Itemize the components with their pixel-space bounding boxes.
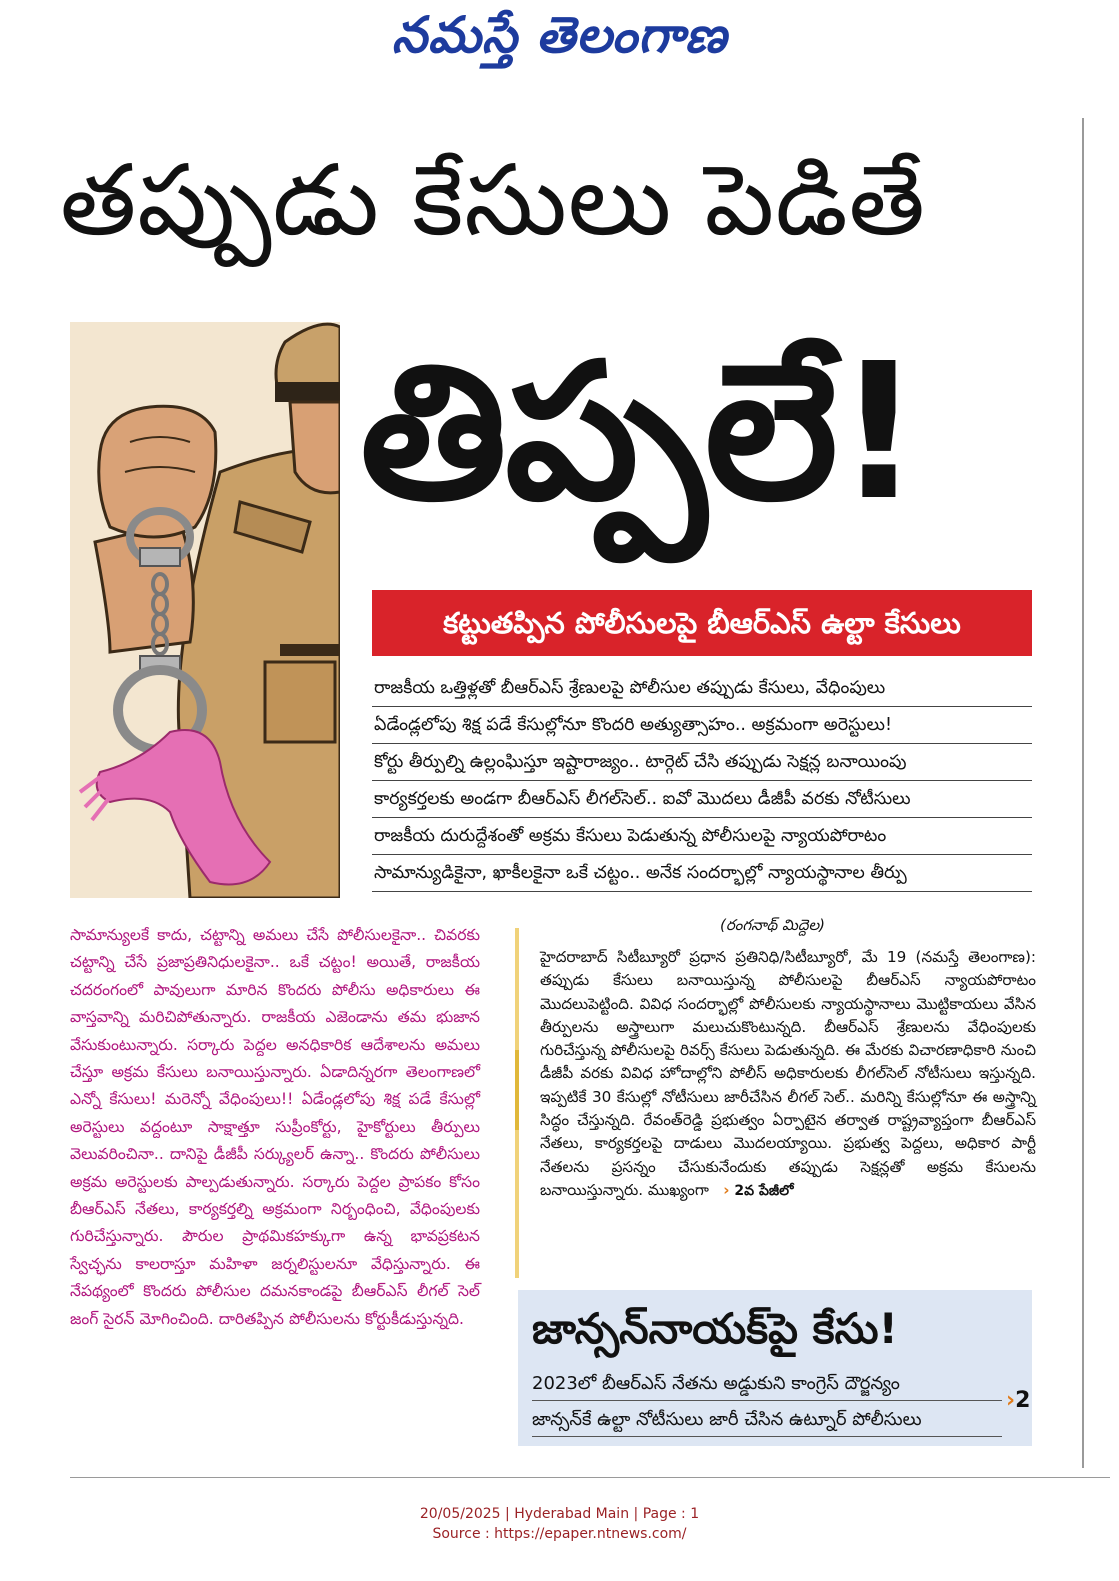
highlight-item: రాజకీయ ఒత్తిళ్లతో బీఆర్ఎస్ శ్రేణులపై పోలీసుల తప్పుడు కేసులు, వేధింపులు xyxy=(372,670,1032,707)
footer-source-link[interactable]: Source : https://epaper.ntnews.com/ xyxy=(432,1526,687,1542)
subheadline-banner: కట్టుతప్పిన పోలీసులపై బీఆర్ఎస్ ఉల్టా కేసులు xyxy=(372,590,1032,656)
intro-column xyxy=(70,922,480,1333)
page-number: 2 xyxy=(1015,1388,1031,1413)
article-text: హైదరాబాద్ సిటీబ్యూరో ప్రధాన ప్రతినిధి/సిటీబ్యూరో, మే 19 (నమస్తే తెలంగాణ): తప్పుడు కేసులు బనాయిస్తున్న పోలీసులపై బీఆర్ఎస్ న్యాయపోరాటం మొదలుపెట్టింది. వివిధ సందర్భాల్లో పోలీసులకు న్యాయస్థానాలు మొట్టికాయలు వేసిన తీర్పులను అస్త్రాలుగా మలుచుకొంటున్నది. బీఆర్ఎస్ శ్రేణులను వేధింపులకు గురిచేస్తున్న పోలీసులపై రివర్స్ కేసులు పెడుతున్నది. ఈ మేరకు విచారణాధికారి నుంచి డీజీపీ వరకు వివిధ హోదాల్లోని పోలీస్ అధికారులకు లీగల్‌సెల్ నోటీసులు ఇస్తున్నది. ఇప్పటికే 30 కేసుల్లో నోటీసులు జారీచేసిన లీగల్ సెల్.. మరిన్ని కేసుల్లోనూ ఈ అస్త్రాన్ని సిద్ధం చేస్తున్నది. రేవంత్‌రెడ్డి ప్రభుత్వం ఏర్పాటైన తర్వాత రాష్ట్రవ్యాప్తంగా బీఆర్ఎస్ నేతలు, కార్యకర్తలపై దాడులు మొదలయ్యాయి. ప్రభుత్వ పెద్దలు, అధికార పార్టీ నేతలను ప్రసన్నం చేసుకునేందుకు తప్పుడు సెక్షన్లతో అక్రమ కేసులను బనాయిస్తున్నారు. ముఖ్యంగా xyxy=(540,948,1036,1199)
chevron-right-icon: › xyxy=(1006,1388,1016,1413)
related-story-title: జాన్సన్‌నాయక్‌పై కేసు! xyxy=(532,1304,898,1353)
headline-line-1: తప్పుడు కేసులు పెడితే xyxy=(60,144,926,258)
masthead xyxy=(0,6,1119,77)
highlight-item: కోర్టు తీర్పుల్ని ఉల్లంఘిస్తూ ఇష్టారాజ్యం.. టార్గెట్ చేసి తప్పుడు సెక్షన్ల బనాయింపు xyxy=(372,744,1032,781)
intro-paragraph: సామాన్యులకే కాదు, చట్టాన్ని అమలు చేసే పోలీసులకైనా.. చివరకు చట్టాన్ని చేసే ప్రజాప్రతినిధులకైనా.. ఒకే చట్టం! అయితే, రాజకీయ చదరంగంలో పావులుగా మారిన కొందరు పోలీసు అధికారులు ఈ వాస్తవాన్ని మరిచిపోతున్నారు. రాజకీయ ఎజెండాను తమ భుజాన వేసుకుంటున్నారు. సర్కారు పెద్దల అనధికారిక ఆదేశాలను అమలు చేస్తూ అక్రమ కేసులు బనాయిస్తున్నారు. ఏడాదిన్నరగా తెలంగాణలో ఎన్నో కేసులు! మరెన్నో వేధింపులు!! ఏడేండ్లలోపు శిక్ష పడే కేసుల్లో అరెస్టులు వద్దంటూ సాక్షాత్తూ సుప్రీంకోర్టు, హైకోర్టులు తీర్పులు వెలువరించినా.. దానిపై డీజీపీ సర్క్యులర్ ఉన్నా.. కొందరు పోలీసులు అక్రమ అరెస్టులకు పాల్పడుతున్నారు. సర్కారు పెద్దల ప్రాపకం కోసం బీఆర్ఎస్ నేతలు, కార్యకర్తల్ని అక్రమంగా నిర్బంధించి, వేధింపులకు గురిచేస్తున్నారు. పౌరుల ప్రాథమికహక్కుగా ఉన్న భావప్రకటన స్వేచ్ఛను కాలరాస్తూ మహిళా జర్నలిస్టులనూ వేధిస్తున్నారు. ఈ నేపథ్యంలో కొందరు పోలీసుల దమనకాండపై బీఆర్ఎస్ లీగల్ సెల్ జంగ్ సైరన్ మోగించింది. దారితప్పిన పోలీసులను కోర్టుకీడుస్తున్నది. xyxy=(70,926,480,1328)
police-handcuffs-image xyxy=(70,322,340,898)
headline-line-2: తిప్పలే! xyxy=(360,323,920,542)
column-divider xyxy=(1082,118,1084,1468)
highlight-item: ఏడేండ్లలోపు శిక్ష పడే కేసుల్లోనూ కొందరి అత్యుత్సాహం.. అక్రమంగా అరెస్టులు! xyxy=(372,707,1032,744)
related-story-page-ref[interactable] xyxy=(1006,1388,1030,1413)
continued-arrow-icon: › xyxy=(723,1180,730,1199)
highlight-list xyxy=(372,670,1032,892)
page-footer xyxy=(0,1504,1119,1544)
related-story-box[interactable] xyxy=(518,1290,1032,1446)
footer-edition-info: 20/05/2025 | Hyderabad Main | Page : 1 xyxy=(419,1506,700,1522)
column-accent-rule-strong xyxy=(515,1050,519,1130)
newspaper-logo: నమస్తే తెలంగాణ xyxy=(391,6,728,64)
highlight-item: రాజకీయ దురుద్దేశంతో అక్రమ కేసులు పెడుతున్న పోలీసులపై న్యాయపోరాటం xyxy=(372,818,1032,855)
continued-link[interactable]: 2వ పేజీలో xyxy=(734,1182,794,1199)
highlight-item: కార్యకర్తలకు అండగా బీఆర్ఎస్ లీగల్‌సెల్.. ఐవో మొదలు డీజీపీ వరకు నోటీసులు xyxy=(372,781,1032,818)
related-story-line: జాన్సన్‌కే ఉల్టా నోటీసులు జారీ చేసిన ఉట్నూర్ పోలీసులు xyxy=(532,1404,1002,1437)
byline: (రంగనాథ్ మిద్దెల) xyxy=(720,916,825,934)
article-paragraph xyxy=(540,946,1036,1203)
highlight-item: సామాన్యుడికైనా, ఖాకీలకైనా ఒకే చట్టం.. అనేక సందర్భాల్లో న్యాయస్థానాల తీర్పు xyxy=(372,855,1032,892)
article-body xyxy=(540,946,1036,1203)
police-handcuffs-illustration xyxy=(70,322,340,898)
related-story-line: 2023లో బీఆర్ఎస్ నేతను అడ్డుకుని కాంగ్రెస్ దౌర్జన్యం xyxy=(532,1368,1002,1401)
footer-divider xyxy=(70,1477,1110,1478)
